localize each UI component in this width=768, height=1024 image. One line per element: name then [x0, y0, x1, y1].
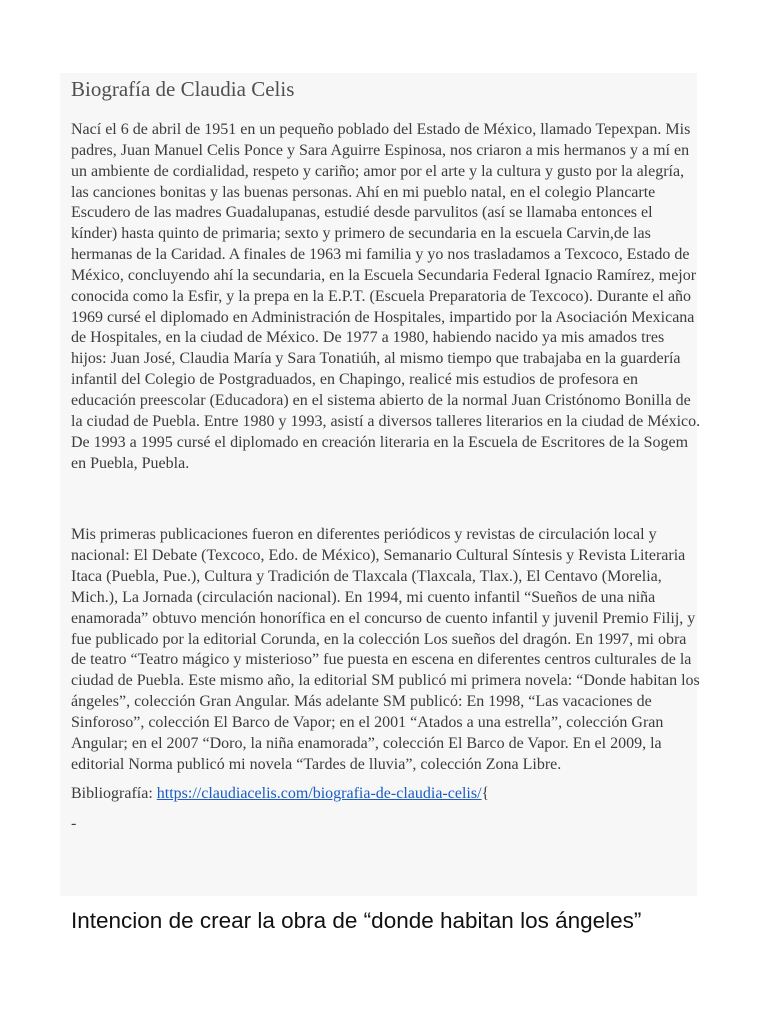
- bibliography-label: Bibliografía:: [71, 785, 157, 803]
- paragraph-publications: Mis primeras publicaciones fueron en diferentes periódicos y revistas de circulación local y nacional: El Debate (Texcoco, Edo. de México), Semanario Cultural Síntesis y Revista Literaria Itaca (Puebla, Pue.), Cultura y Tradición de Tlaxcala (Tlaxcala, Tlax.), El Centavo (Morelia, Mich.), La Jornada (circulación nacional). En 1994, mi cuento infantil “Sueños de una niña enamorada” obtuvo mención honorífica en el concurso de cuento infantil y juvenil Premio Filij, y fue publicado por la editorial Corunda, en la colección Los sueños del dragón. En 1997, mi obra de teatro “Teatro mágico y misterioso” fue puesta en escena en diferentes centros culturales de la ciudad de Puebla. Este mismo año, la editorial SM publicó mi primera novela: “Donde habitan los ángeles”, colección Gran Angular. Más adelante SM publicó: En 1998, “Las vacaciones de Sinforoso”, colección El Barco de Vapor; en el 2001 “Atados a una estrella”, colección Gran Angular; en el 2007 “Doro, la niña enamorada”, colección El Barco de Vapor. En el 2009, la editorial Norma publicó mi novela “Tardes de lluvia”, colección Zona Libre.: [71, 526, 700, 773]
- paragraph-biography: Nací el 6 de abril de 1951 en un pequeño poblado del Estado de México, llamado Tepexpan. Mis padres, Juan Manuel Celis Ponce y Sara Aguirre Espinosa, nos criaron a mis hermanos y a mí en un ambiente de cordialidad, respeto y cariño; amor por el arte y la cultura y gusto por la alegría, las canciones bonitas y las buenas personas. Ahí en mi pueblo natal, en el colegio Plancarte Escudero de las madres Guadalupanas, estudié desde parvulitos (así se llamaba entonces el kínder) hasta quinto de primaria; sexto y primero de secundaria en la escuela Carvin,de las hermanas de la Caridad. A finales de 1963 mi familia y yo nos trasladamos a Texcoco, Estado de México, concluyendo ahí la secundaria, en la Escuela Secundaria Federal Ignacio Ramírez, mejor conocida como la Esfir, y la prepa en la E.P.T. (Escuela Preparatoria de Texcoco). Durante el año 1969 cursé el diplomado en Administración de Hospitales, impartido por la Asociación Mexicana de Hospitales, en la ciudad de México. De 1977 a 1980, habiendo nacido ya mis amados tres hijos: Juan José, Claudia María y Sara Tonatiúh, al mismo tiempo que trabajaba en la guardería infantil del Colegio de Postgraduados, en Chapingo, realicé mis estudios de profesora en educación preescolar (Educadora) en el sistema abierto de la normal Juan Cristónomo Bonilla de la ciudad de Puebla. Entre 1980 y 1993, asistí a diversos talleres literarios en la ciudad de México. De 1993 a 1995 cursé el diplomado en creación literaria en la Escuela de Escritores de la Sogem en Puebla, Puebla.: [71, 121, 701, 472]
- bibliography-suffix: {: [481, 785, 490, 803]
- bibliography-link[interactable]: https://claudiacelis.com/biografia-de-claudia-celis/: [156, 785, 482, 803]
- bibliography-line: [71, 784, 701, 805]
- dash-line: -: [71, 815, 77, 833]
- document-body: [71, 73, 701, 834]
- section-heading: Intencion de crear la obra de “donde habitan los ángeles”: [71, 908, 642, 933]
- document-title: Biografía de Claudia Celis: [71, 77, 295, 101]
